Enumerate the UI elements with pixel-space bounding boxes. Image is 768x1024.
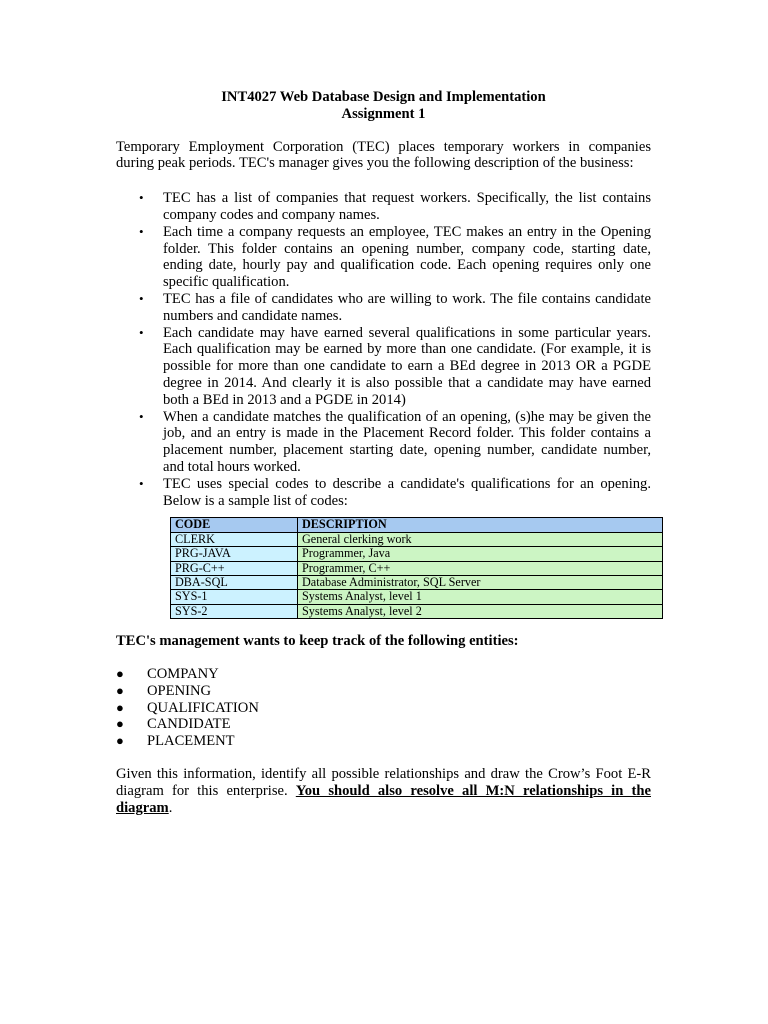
document-body — [116, 89, 651, 816]
entity-item — [116, 700, 651, 717]
document-title-course: INT4027 Web Database Design and Implementation — [221, 89, 546, 105]
management-heading: TEC's management wants to keep track of the following entities: — [116, 633, 519, 650]
bullet-icon: ● — [116, 733, 124, 749]
description-cell: General clerking work — [298, 532, 663, 546]
bullet-icon: • — [139, 475, 144, 491]
entities-list — [116, 666, 651, 750]
business-rule-item — [116, 224, 651, 291]
business-rule-text: TEC has a list of companies that request workers. Specifically, the list contains company codes and company names. — [163, 190, 651, 223]
entity-label: CANDIDATE — [147, 716, 231, 733]
closing-text: Given this information, identify all possible relationships and draw the Crow’s Foot E-R diagram for this enterprise. — [116, 765, 651, 799]
document-title-assignment: Assignment 1 — [341, 105, 426, 122]
description-cell: Database Administrator, SQL Server — [298, 575, 663, 589]
table-row — [171, 604, 663, 618]
closing-paragraph — [116, 766, 651, 816]
description-cell: Programmer, C++ — [298, 561, 663, 575]
code-cell: SYS-1 — [171, 590, 298, 604]
entity-label: QUALIFICATION — [147, 699, 259, 716]
table-row — [171, 561, 663, 575]
bullet-icon: ● — [116, 682, 124, 698]
business-rule-item — [116, 409, 651, 476]
description-cell: Programmer, Java — [298, 547, 663, 561]
business-rule-text: TEC has a file of candidates who are willing to work. The file contains candidate numbers and candidate names. — [163, 290, 651, 324]
entity-label: PLACEMENT — [147, 733, 235, 750]
intro-paragraph: Temporary Employment Corporation (TEC) places temporary workers in companies during peak periods. TEC's manager gives you the following description of the business: — [116, 138, 651, 172]
business-rule-text: When a candidate matches the qualification of an opening, (s)he may be given the job, and an entry is made in the Placement Record folder. This folder contains a placement number, placement starting date, opening number, candidate number, and total hours worked. — [163, 408, 651, 475]
code-cell: CLERK — [171, 532, 298, 546]
bullet-icon: ● — [116, 699, 124, 715]
table-row — [171, 547, 663, 561]
bullet-icon: • — [139, 408, 144, 424]
bullet-icon: • — [139, 223, 144, 239]
code-cell: PRG-JAVA — [171, 547, 298, 561]
codes-table-container — [170, 517, 663, 619]
closing-emphasis: You should also resolve all M:N relationships in the diagram — [116, 782, 651, 816]
business-rule-item — [116, 190, 651, 224]
qualification-codes-table — [170, 517, 663, 619]
bullet-icon: ● — [116, 716, 124, 732]
table-header-description: DESCRIPTION — [298, 518, 663, 532]
business-rule-item — [116, 291, 651, 325]
business-rule-item — [116, 325, 651, 409]
code-cell: DBA-SQL — [171, 575, 298, 589]
entity-item — [116, 716, 651, 733]
bullet-icon: • — [139, 324, 144, 340]
bullet-icon: ● — [116, 665, 124, 681]
closing-period: . — [168, 799, 173, 816]
description-cell: Systems Analyst, level 2 — [298, 604, 663, 618]
table-row — [171, 575, 663, 589]
entity-item — [116, 666, 651, 683]
business-rules-list — [116, 190, 651, 509]
business-rule-text: Each candidate may have earned several qualifications in some particular years. Each qualification may be earned by more than one candidate. (For example, it is possible for more than one candidate to earn a BEd degree in 2013 OR a PGDE degree in 2014. And clearly it is also possible that a candidate may have earned both a BEd in 2013 and a PGDE in 2014) — [163, 324, 651, 408]
entity-label: COMPANY — [147, 665, 219, 682]
entity-label: OPENING — [147, 682, 212, 699]
entity-item — [116, 733, 651, 750]
description-cell: Systems Analyst, level 1 — [298, 590, 663, 604]
business-rule-item — [116, 476, 651, 510]
bullet-icon: • — [139, 190, 144, 206]
business-rule-text: Each time a company requests an employee, TEC makes an entry in the Opening folder. This folder contains an opening number, company code, starting date, ending date, hourly pay and qualification code. Each opening requires only one specific qualification. — [163, 223, 651, 291]
table-header-code: CODE — [171, 518, 298, 532]
code-cell: SYS-2 — [171, 604, 298, 618]
entity-item — [116, 683, 651, 700]
code-cell: PRG-C++ — [171, 561, 298, 575]
table-header-row — [171, 518, 663, 532]
business-rule-text: TEC uses special codes to describe a candidate's qualifications for an opening. Below is a sample list of codes: — [163, 475, 651, 509]
bullet-icon: • — [139, 290, 144, 306]
table-row — [171, 532, 663, 546]
table-row — [171, 590, 663, 604]
